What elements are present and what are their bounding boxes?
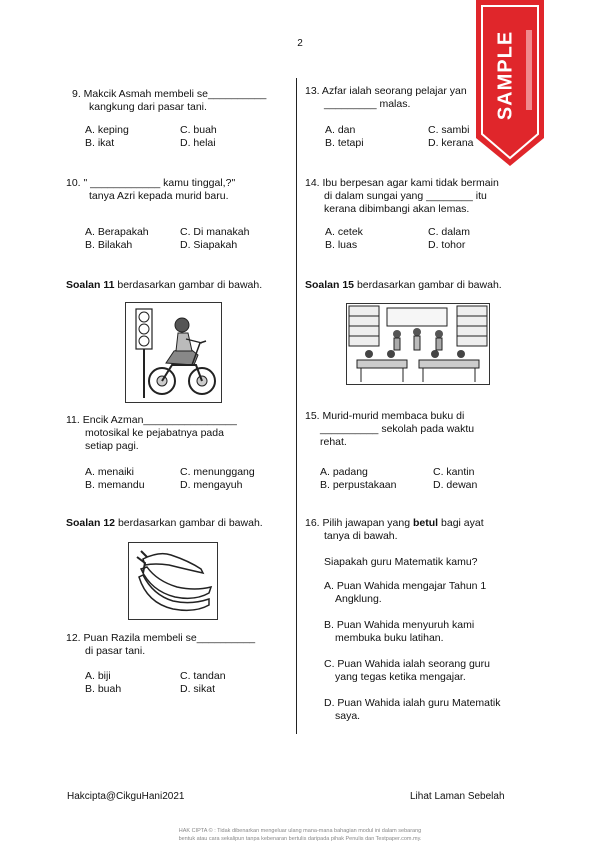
q10-option-b: B. Bilakah [85,239,133,251]
q16-line1-pre: 16. Pilih jawapan yang [305,517,413,529]
header12-rest: berdasarkan gambar di bawah. [115,517,263,529]
q13-option-b: B. tetapi [325,137,364,149]
q11-option-b: B. memandu [85,479,145,491]
q16-option-a-line2: Angklung. [335,593,382,605]
footer-next-page: Lihat Laman Sebelah [410,791,505,802]
q12-option-c: C. tandan [180,670,226,682]
q14-option-c: C. dalam [428,226,471,238]
q16-option-b-line1: B. Puan Wahida menyuruh kami [324,619,475,631]
q12-line1: 12. Puan Razila membeli se__________ [66,632,256,644]
q16-option-c-line2: yang tegas ketika mengajar. [335,671,466,683]
q11-line3: setiap pagi. [85,440,139,452]
section-header-12 [66,517,263,529]
q15-option-d: D. dewan [433,479,478,491]
q9-option-c: C. buah [180,124,217,136]
q10-option-c: C. Di manakah [180,226,250,238]
q16-line2: tanya di bawah. [324,530,398,542]
q14-line3: kerana dibimbangi akan lemas. [324,203,470,215]
q10-line1: 10. " ____________ kamu tinggal,?" [66,177,236,189]
q13-line1: 13. Azfar ialah seorang pelajar yan [305,85,467,97]
footer-copyright-owner: Hakcipta@CikguHani2021 [67,791,185,802]
q9-option-b: B. ikat [85,137,115,149]
motorcycle-illustration [125,302,222,403]
q16-option-c-line1: C. Puan Wahida ialah seorang guru [324,658,490,670]
q11-option-a: A. menaiki [85,466,135,478]
q15-line3: rehat. [320,436,347,448]
q11-line1: 11. Encik Azman________________ [66,414,237,426]
q11-line2: motosikal ke pejabatnya pada [85,427,224,439]
library-illustration [346,303,490,385]
q13-option-a: A. dan [325,124,356,136]
q16-option-a-line1: A. Puan Wahida mengajar Tahun 1 [324,580,487,592]
banana-bunch-illustration [128,542,218,620]
q16-line1 [305,517,484,530]
q12-option-b: B. buah [85,683,122,695]
q14-line1: 14. Ibu berpesan agar kami tidak bermain [305,177,499,189]
q9-option-d: D. helai [180,137,216,149]
q13-option-c: C. sambi [428,124,470,136]
q16-option-d-line1: D. Puan Wahida ialah guru Matematik [324,697,501,709]
header15-rest: berdasarkan gambar di bawah. [354,279,502,291]
q12-option-a: A. biji [85,670,111,682]
header11-bold: Soalan 11 [66,279,115,291]
q14-option-b: B. luas [325,239,358,251]
q15-option-c: C. kantin [433,466,475,478]
q10-option-a: A. Berapakah [85,226,149,238]
q11-option-c: C. menunggang [180,466,255,478]
copyright-line2: bentuk atau cara sekalipun tanpa kebenaran bertulis daripada pihak Penulis dan Testpaper.com.my. [178,836,422,842]
q15-option-a: A. padang [320,466,368,478]
q15-line2: __________ sekolah pada waktu [320,423,475,435]
q13-option-d: D. kerana [428,137,474,149]
column-divider [296,78,297,734]
q11-option-d: D. mengayuh [180,479,243,491]
q16-option-d-line2: saya. [335,710,361,722]
sample-text: SAMPLE [494,30,517,121]
q9-option-a: A. keping [85,124,129,136]
q9-line1: 9. Makcik Asmah membeli se__________ [72,88,267,100]
header15-bold: Soalan 15 [305,279,355,291]
q10-option-d: D. Siapakah [180,239,238,251]
q14-line2: di dalam sungai yang ________ itu [324,190,487,202]
q12-line2: di pasar tani. [85,645,146,657]
section-header-15 [305,279,502,291]
q16-option-b-line2: membuka buku latihan. [335,632,444,644]
q16-prompt: Siapakah guru Matematik kamu? [324,556,478,568]
header12-bold: Soalan 12 [66,517,116,529]
q9-line2: kangkung dari pasar tani. [89,101,207,113]
q14-option-a: A. cetek [325,226,363,238]
sample-watermark [472,0,548,168]
section-header-11 [66,279,262,291]
q13-line2: _________ malas. [324,98,411,110]
page-number: 2 [297,38,303,49]
header11-rest: berdasarkan gambar di bawah. [114,279,263,291]
copyright-line1: HAK CIPTA © : Tidak dibenarkan mengeluar ulang mana-mana bahagian modul ini dalam sebarang [178,828,422,834]
q12-option-d: D. sikat [180,683,216,695]
q15-option-b: B. perpustakaan [320,479,397,491]
q10-line2: tanya Azri kepada murid baru. [89,190,229,202]
copyright-notice [150,827,450,843]
q16-line1-bold: betul [413,517,439,529]
q15-line1: 15. Murid-murid membaca buku di [305,410,465,422]
q14-option-d: D. tohor [428,239,466,251]
q16-line1-post: bagi ayat [438,517,484,529]
